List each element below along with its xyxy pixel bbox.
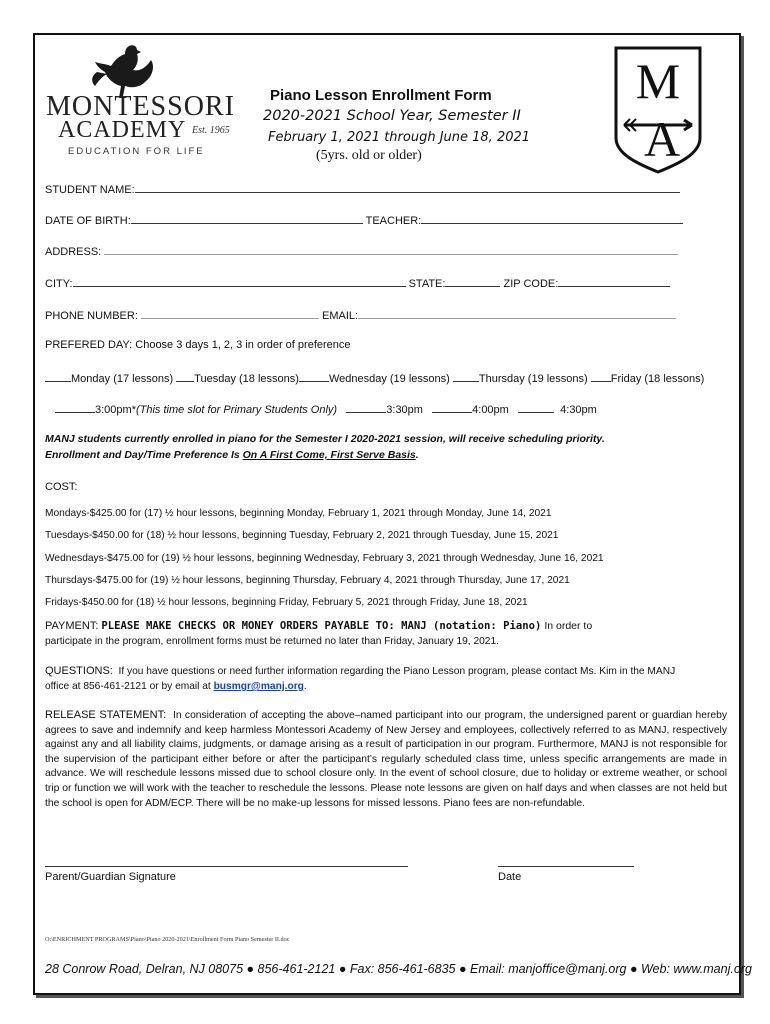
logo-line1: MONTESSORI [46, 91, 235, 122]
day-monday: Monday (17 lessons) [71, 373, 174, 385]
crest-logo [612, 46, 704, 174]
payment-payee: PLEASE MAKE CHECKS OR MONEY ORDERS PAYABLE TO: MANJ (notation: Piano) [101, 620, 542, 632]
questions-text: If you have questions or need further information regarding the Piano Lesson program, please contact Ms. Kim in the MANJ [118, 666, 676, 677]
payment-line1 [45, 620, 730, 632]
slot-blank-400[interactable] [432, 401, 472, 413]
city-field[interactable] [73, 275, 406, 287]
svg-text:A: A [643, 111, 681, 167]
phone-field[interactable] [141, 307, 319, 319]
student-name-row [45, 181, 685, 196]
day-options [45, 370, 735, 385]
release-label: RELEASE STATEMENT: [45, 709, 167, 721]
time-slots [55, 401, 735, 416]
cost-item: Thursdays-$475.00 for (19) ½ hour lessons, beginning Thursday, February 4, 2021 through Thursday, June 17, 2021 [45, 574, 570, 586]
cost-item: Fridays-$450.00 for (18) ½ hour lessons, beginning Friday, February 5, 2021 through Friday, June 18, 2021 [45, 597, 528, 609]
address-row [45, 243, 685, 258]
cost-item: Mondays-$425.00 for (17) ½ hour lessons, beginning Monday, February 1, 2021 through Monday, June 14, 2021 [45, 508, 552, 519]
city-row [45, 275, 685, 290]
slot-300: 3:00pm* [95, 404, 136, 416]
priority-note-text: Enrollment and Day/Time Preference Is [45, 449, 243, 461]
questions-text3: . [303, 681, 307, 692]
email-field[interactable] [358, 307, 676, 319]
zip-label: ZIP CODE: [503, 278, 559, 290]
dob-row [45, 212, 685, 227]
day-blank-monday[interactable] [45, 370, 71, 382]
form-title: Piano Lesson Enrollment Form [270, 87, 492, 104]
svg-text:M: M [635, 53, 681, 109]
file-path: O:\ENRICHMENT PROGRAMS\Piano\Piano 2020-2021\Enrollment Form Piano Semester II.doc [45, 936, 290, 943]
day-blank-thursday[interactable] [453, 370, 479, 382]
date-line[interactable] [498, 866, 634, 867]
questions-label: QUESTIONS: [45, 665, 113, 677]
priority-note-line1: MANJ students currently enrolled in piano for the Semester I 2020-2021 session, will receive scheduling priority. [45, 433, 605, 445]
slot-330: 3:30pm [386, 404, 423, 416]
signature-label: Parent/Guardian Signature [45, 871, 176, 883]
address-label: ADDRESS: [45, 246, 102, 258]
payment-rest1: In order to [541, 620, 593, 632]
school-year: 2020-2021 School Year, Semester II [263, 108, 521, 124]
slot-400: 4:00pm [472, 404, 509, 416]
phone-row [45, 307, 685, 322]
age-requirement: (5yrs. old or older) [316, 148, 422, 163]
footer-contact: 28 Conrow Road, Delran, NJ 08075 ● 856-461-2121 ● Fax: 856-461-6835 ● Email: manjoffice@manj.org ● Web: www.manj.org [45, 962, 752, 976]
zip-field[interactable] [558, 275, 670, 287]
payment-line2: participate in the program, enrollment forms must be returned no later than Friday, January 19, 2021. [45, 636, 499, 647]
student-name-field[interactable] [135, 181, 680, 193]
email-label: EMAIL: [322, 310, 359, 322]
cost-item: Wednesdays-$475.00 for (19) ½ hour lessons, beginning Wednesday, February 3, 2021 through Wednesday, June 16, 2021 [45, 552, 604, 564]
slot-blank-300[interactable] [55, 401, 95, 413]
release-text: In consideration of accepting the above–named participant into our program, the undersigned parent or guardian hereby agrees to save and indemnify and keep harmless Montessori Academy of New Jersey and employees, collectively referred to as MANJ, respectively against any and all liability claims, judgments, or damage arising as a result of participation in our program. Furthermore, MANJ is not responsible for the supervision of the participant either before or after the participant’s regularly scheduled class time, unless specific arrangements are made in advance. We will reschedule lessons missed due to school closure only. In the event of school closure, due to holiday or extreme weather, or school trip or function we will work with the teacher to reschedule the lessons. Please note lessons are given on half days and when classes are not held but the school is open for ADM/ECP. There will be no make-up lessons for missed lessons. Piano fees are non-refundable. [45, 710, 728, 809]
preferred-day-label: PREFERED DAY: Choose 3 days 1, 2, 3 in order of preference [45, 339, 351, 351]
address-field[interactable] [104, 243, 678, 255]
cost-list [45, 503, 604, 614]
priority-note-end: . [415, 449, 419, 461]
priority-note-underline: On A First Come, First Serve Basis [242, 449, 416, 461]
city-label: CITY: [45, 278, 73, 290]
questions-line2 [45, 681, 307, 692]
day-friday: Friday (18 lessons) [610, 373, 705, 385]
teacher-field[interactable] [421, 212, 683, 224]
dob-field[interactable] [131, 212, 363, 224]
state-label: STATE: [408, 278, 446, 290]
dob-label: DATE OF BIRTH: [45, 215, 131, 227]
logo-est: Est. 1965 [192, 125, 230, 136]
slot-430: 4:30pm [560, 404, 597, 416]
state-field[interactable] [445, 275, 500, 287]
slot-300-note: (This time slot for Primary Students Only) [135, 404, 338, 416]
day-thursday: Thursday (19 lessons) [478, 373, 588, 385]
contact-email-link[interactable]: busmgr@manj.org [213, 681, 304, 692]
student-name-label: STUDENT NAME: [45, 184, 135, 196]
payment-label: PAYMENT: [45, 620, 99, 632]
day-tuesday: Tuesday (18 lessons) [194, 373, 299, 385]
session-dates: February 1, 2021 through June 18, 2021 [268, 130, 531, 145]
logo-line2: ACADEMY [58, 117, 187, 143]
slot-blank-330[interactable] [346, 401, 386, 413]
phone-label: PHONE NUMBER: [45, 310, 138, 322]
cost-item: Tuesdays-$450.00 for (18) ½ hour lessons, beginning Tuesday, February 2, 2021 through Tuesday, June 15, 2021 [45, 530, 559, 542]
day-wednesday: Wednesday (19 lessons) [328, 373, 450, 385]
release-statement [45, 708, 727, 811]
date-label: Date [498, 871, 522, 883]
questions-text2: office at 856-461-2121 or by email at [45, 681, 214, 692]
day-blank-wednesday[interactable] [299, 370, 329, 382]
cost-label: COST: [45, 481, 78, 493]
school-logo [44, 40, 234, 160]
day-blank-friday[interactable] [591, 370, 611, 382]
logo-tagline: EDUCATION FOR LIFE [68, 146, 205, 157]
signature-line[interactable] [45, 866, 408, 867]
teacher-label: TEACHER: [365, 215, 422, 227]
slot-blank-430[interactable] [518, 401, 554, 413]
day-blank-tuesday[interactable] [176, 370, 194, 382]
shield-icon [612, 46, 704, 174]
questions-line1 [45, 665, 735, 677]
priority-note-line2 [45, 449, 419, 461]
